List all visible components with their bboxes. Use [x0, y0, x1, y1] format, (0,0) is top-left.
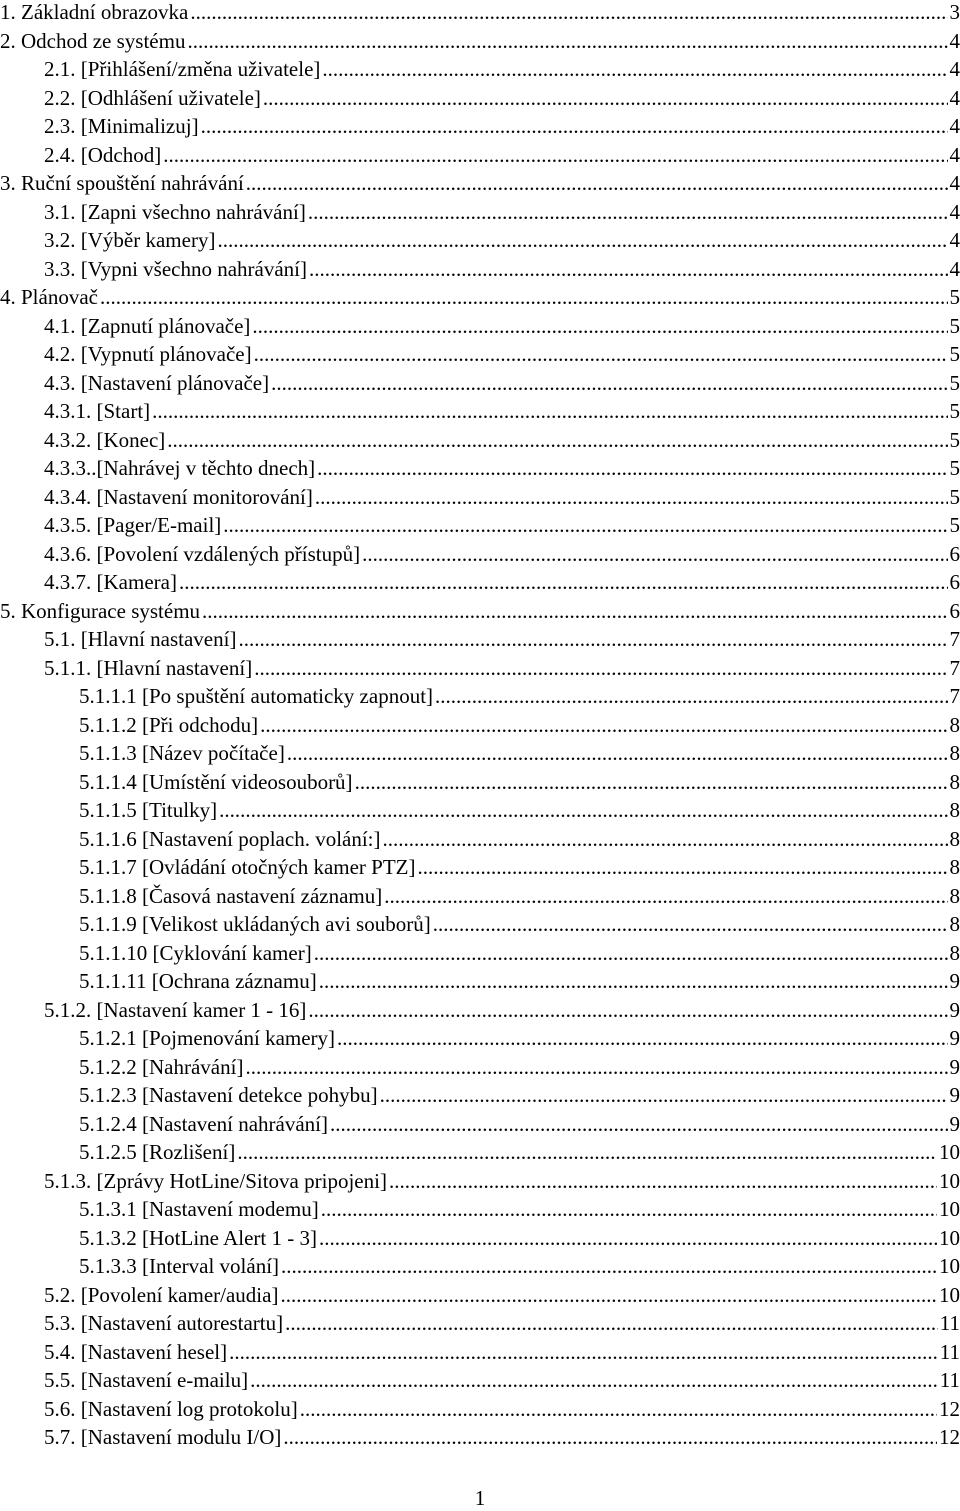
toc-entry-page: 6 [949, 598, 960, 623]
toc-entry-page: 3 [949, 0, 960, 24]
toc-entry[interactable] [0, 597, 960, 625]
toc-entry[interactable] [0, 625, 960, 653]
toc-entry[interactable] [0, 1395, 960, 1423]
toc-entry-title: 5.1.1.5 [Titulky] [79, 798, 218, 822]
toc-dot-leader [163, 141, 947, 169]
toc-entry-page: 7 [949, 627, 960, 651]
toc-entry[interactable] [0, 682, 960, 710]
toc-dot-leader [280, 1281, 937, 1309]
toc-entry-title: 5.1.1. [Hlavní nastavení] [44, 655, 253, 680]
toc-dot-leader [433, 910, 948, 938]
toc-entry-title: 4.3.4. [Nastavení monitorování] [44, 484, 313, 509]
toc-dot-leader [250, 1366, 938, 1394]
toc-dot-leader [252, 312, 947, 340]
toc-dot-leader [383, 825, 948, 853]
toc-entry[interactable] [0, 996, 960, 1024]
toc-entry-title: 4.3.6. [Povolení vzdálených přístupů] [44, 541, 361, 566]
toc-entry-page: 4 [949, 142, 960, 167]
toc-entry-title: 4.3.2. [Konec] [44, 427, 166, 452]
toc-entry-page: 11 [939, 1311, 960, 1335]
toc-entry-page: 10 [939, 1197, 960, 1221]
toc-entry[interactable] [0, 84, 960, 112]
toc-entry-page: 5 [949, 399, 960, 423]
toc-entry[interactable] [0, 1167, 960, 1195]
toc-entry-page: 5 [949, 484, 960, 509]
toc-dot-leader [322, 55, 947, 83]
toc-entry-title: 5.1.3.2 [HotLine Alert 1 - 3] [79, 1225, 317, 1250]
toc-entry[interactable] [0, 1224, 960, 1252]
toc-dot-leader [238, 625, 947, 653]
toc-entry-page: 9 [949, 969, 960, 993]
toc-entry-title: 4.3.5. [Pager/E-mail] [44, 513, 222, 537]
toc-entry-page: 5 [949, 456, 960, 480]
toc-entry-page: 5 [949, 285, 960, 309]
toc-dot-leader [321, 1195, 937, 1223]
toc-entry[interactable] [0, 1423, 960, 1451]
toc-dot-leader [237, 1138, 937, 1166]
toc-dot-leader [355, 768, 948, 796]
toc-entry-page: 8 [949, 883, 960, 908]
toc-entry-page: 6 [949, 570, 960, 594]
toc-entry-page: 9 [949, 1054, 960, 1079]
toc-entry-title: 5.1.2.3 [Nastavení detekce pohybu] [79, 1083, 378, 1107]
toc-entry-page: 4 [949, 28, 960, 53]
toc-entry-title: 4.3. [Nastavení plánovače] [44, 370, 270, 395]
toc-entry[interactable] [0, 369, 960, 397]
toc-entry-page: 8 [949, 912, 960, 936]
toc-entry-title: 5.1.1.2 [Při odchodu] [79, 712, 259, 737]
toc-dot-leader [245, 1053, 947, 1081]
toc-entry[interactable] [0, 853, 960, 881]
toc-entry-page: 8 [949, 940, 960, 965]
toc-entry-title: 5.1.3.1 [Nastavení modemu] [79, 1197, 319, 1221]
toc-entry[interactable] [0, 397, 960, 425]
toc-entry-page: 9 [949, 1026, 960, 1050]
toc-entry-title: 3. Ruční spouštění nahrávání [0, 171, 244, 195]
toc-entry[interactable] [0, 340, 960, 368]
toc-dot-leader [223, 511, 947, 539]
toc-entry-title: 5.5. [Nastavení e-mailu] [44, 1368, 249, 1392]
toc-entry-page: 7 [949, 655, 960, 680]
toc-entry[interactable] [0, 1366, 960, 1394]
toc-dot-leader [389, 1167, 937, 1195]
toc-dot-leader [319, 1224, 937, 1252]
toc-entry-title: 2.2. [Odhlášení uživatele] [44, 85, 261, 110]
toc-entry-page: 12 [939, 1425, 960, 1449]
toc-entry[interactable] [0, 0, 960, 26]
toc-entry[interactable] [0, 426, 960, 454]
toc-entry-title: 5.1.1.9 [Velikost ukládaných avi souborů] [79, 912, 431, 936]
toc-dot-leader [187, 27, 947, 55]
toc-entry[interactable] [0, 739, 960, 767]
toc-dot-leader [362, 540, 947, 568]
toc-dot-leader [283, 1423, 937, 1451]
toc-entry-title: 5.1.1.4 [Umístění videosouborů] [79, 769, 353, 794]
toc-entry[interactable] [0, 1281, 960, 1309]
toc-entry-page: 4 [949, 171, 960, 195]
toc-dot-leader [217, 226, 947, 254]
toc-entry[interactable] [0, 882, 960, 910]
toc-entry[interactable] [0, 540, 960, 568]
toc-entry-title: 5.1.1.3 [Název počítače] [79, 741, 285, 765]
toc-dot-leader [229, 1338, 938, 1366]
toc-entry[interactable] [0, 27, 960, 55]
toc-dot-leader [308, 996, 947, 1024]
toc-dot-leader [287, 739, 948, 767]
toc-entry-title: 5.6. [Nastavení log protokolu] [44, 1396, 298, 1421]
toc-entry-title: 5. Konfigurace systému [0, 598, 201, 623]
toc-entry-page: 6 [949, 541, 960, 566]
toc-entry-page: 9 [949, 1083, 960, 1107]
toc-entry-page: 8 [949, 855, 960, 879]
toc-dot-leader [308, 198, 948, 226]
toc-entry-page: 10 [939, 1282, 960, 1307]
toc-dot-leader [201, 112, 948, 140]
toc-entry-page: 4 [949, 57, 960, 81]
toc-entry-title: 4.3.1. [Start] [44, 399, 151, 423]
toc-entry-title: 5.1.2.4 [Nastavení nahrávání] [79, 1111, 328, 1136]
toc-entry[interactable] [0, 1338, 960, 1366]
toc-entry-title: 5.3. [Nastavení autorestartu] [44, 1311, 284, 1335]
toc-entry-page: 10 [939, 1140, 960, 1164]
toc-dot-leader [418, 853, 948, 881]
toc-entry[interactable] [0, 112, 960, 140]
toc-entry-page: 8 [949, 741, 960, 765]
toc-entry-title: 1. Základní obrazovka [0, 0, 189, 24]
toc-entry[interactable] [0, 1195, 960, 1223]
toc-entry-title: 2.3. [Minimalizuj] [44, 114, 199, 138]
toc-entry-title: 3.2. [Výběr kamery] [44, 228, 216, 252]
toc-entry-page: 8 [949, 826, 960, 851]
toc-entry-title: 4.2. [Vypnutí plánovače] [44, 342, 252, 366]
toc-dot-leader [337, 1024, 947, 1052]
toc-entry[interactable] [0, 1053, 960, 1081]
toc-dot-leader [281, 1252, 937, 1280]
toc-entry[interactable] [0, 283, 960, 311]
toc-dot-leader [260, 711, 947, 739]
toc-entry[interactable] [0, 1024, 960, 1052]
toc-entry-title: 5.1.3. [Zprávy HotLine/Sitova pripojeni] [44, 1168, 387, 1193]
toc-entry-page: 8 [949, 712, 960, 737]
page-number: 1 [474, 1486, 486, 1510]
toc-entry-page: 4 [949, 256, 960, 281]
toc-entry[interactable] [0, 1138, 960, 1166]
toc-entry-title: 5.1.1.7 [Ovládání otočných kamer PTZ] [79, 855, 416, 879]
toc-dot-leader [179, 568, 948, 596]
toc-entry-title: 4.3.7. [Kamera] [44, 570, 177, 594]
toc-dot-leader [271, 369, 947, 397]
toc-entry[interactable] [0, 511, 960, 539]
toc-entry[interactable] [0, 1252, 960, 1280]
toc-dot-leader [317, 454, 947, 482]
toc-entry[interactable] [0, 312, 960, 340]
toc-entry[interactable] [0, 454, 960, 482]
toc-dot-leader [190, 0, 947, 26]
toc-dot-leader [263, 84, 948, 112]
toc-dot-leader [315, 483, 948, 511]
toc-entry-title: 2.1. [Přihlášení/změna uživatele] [44, 57, 321, 81]
toc-entry-title: 5.1.3.3 [Interval volání] [79, 1254, 280, 1278]
toc-dot-leader [330, 1110, 948, 1138]
toc-dot-leader [152, 397, 947, 425]
toc-entry-title: 5.2. [Povolení kamer/audia] [44, 1282, 279, 1307]
toc-entry-title: 2. Odchod ze systému [0, 28, 186, 53]
toc-entry[interactable] [0, 1110, 960, 1138]
toc-entry[interactable] [0, 796, 960, 824]
toc-entry[interactable] [0, 768, 960, 796]
toc-entry-page: 11 [939, 1339, 960, 1364]
toc-entry-page: 12 [939, 1396, 960, 1421]
toc-entry-title: 5.1.1.6 [Nastavení poplach. volání:] [79, 826, 381, 851]
toc-dot-leader [254, 340, 948, 368]
toc-entry[interactable] [0, 825, 960, 853]
toc-entry-title: 4.3.3..[Nahrávej v těchto dnech] [44, 456, 316, 480]
toc-entry-page: 10 [939, 1225, 960, 1250]
toc-entry-page: 4 [949, 114, 960, 138]
toc-entry[interactable] [0, 483, 960, 511]
toc-entry-title: 5.1. [Hlavní nastavení] [44, 627, 237, 651]
toc-entry-page: 10 [939, 1168, 960, 1193]
toc-entry[interactable] [0, 967, 960, 995]
toc-dot-leader [246, 169, 948, 197]
toc-entry[interactable] [0, 141, 960, 169]
toc-entry-page: 5 [949, 313, 960, 338]
toc-entry-page: 5 [949, 513, 960, 537]
toc-entry-title: 5.4. [Nastavení hesel] [44, 1339, 228, 1364]
toc-entry-title: 4. Plánovač [0, 285, 98, 309]
toc-entry-page: 9 [949, 1111, 960, 1136]
toc-entry[interactable] [0, 55, 960, 83]
toc-entry-page: 11 [939, 1368, 960, 1392]
toc-entry-page: 7 [949, 684, 960, 708]
toc-entry-title: 5.1.2.1 [Pojmenování kamery] [79, 1026, 336, 1050]
toc-dot-leader [319, 967, 948, 995]
toc-dot-leader [384, 882, 947, 910]
toc-dot-leader [219, 796, 947, 824]
toc-dot-leader [380, 1081, 948, 1109]
toc-entry[interactable] [0, 568, 960, 596]
toc-entry[interactable] [0, 226, 960, 254]
toc-entry-title: 5.1.1.1 [Po spuštění automaticky zapnout] [79, 684, 434, 708]
toc-entry[interactable] [0, 1081, 960, 1109]
toc-entry-title: 5.1.2.2 [Nahrávání] [79, 1054, 244, 1079]
toc-entry-title: 5.7. [Nastavení modulu I/O] [44, 1425, 282, 1449]
toc-entry[interactable] [0, 939, 960, 967]
toc-entry-page: 9 [949, 997, 960, 1022]
toc-dot-leader [100, 283, 948, 311]
toc-entry-title: 5.1.1.8 [Časová nastavení záznamu] [79, 883, 383, 908]
toc-dot-leader [300, 1395, 937, 1423]
toc-entry[interactable] [0, 255, 960, 283]
toc-entry-title: 5.1.2. [Nastavení kamer 1 - 16] [44, 997, 307, 1022]
toc-dot-leader [254, 654, 947, 682]
toc-dot-leader [202, 597, 947, 625]
toc-entry-title: 5.1.1.11 [Ochrana záznamu] [79, 969, 317, 993]
toc-entry-page: 5 [949, 370, 960, 395]
toc-entry-page: 8 [949, 798, 960, 822]
toc-dot-leader [285, 1309, 938, 1337]
toc-dot-leader [167, 426, 947, 454]
toc-entry[interactable] [0, 910, 960, 938]
toc-entry-title: 5.1.2.5 [Rozlišení] [79, 1140, 236, 1164]
toc-entry-page: 8 [949, 769, 960, 794]
toc-entry-page: 4 [949, 199, 960, 224]
toc-entry-page: 4 [949, 228, 960, 252]
toc-entry[interactable] [0, 198, 960, 226]
toc-entry-title: 3.3. [Vypni všechno nahrávání] [44, 256, 308, 281]
toc-entry-page: 10 [939, 1254, 960, 1278]
toc-entry[interactable] [0, 169, 960, 197]
toc-entry-title: 4.1. [Zapnutí plánovače] [44, 313, 251, 338]
toc-entry-page: 5 [949, 342, 960, 366]
toc-dot-leader [309, 255, 947, 283]
toc-entry-title: 3.1. [Zapni všechno nahrávání] [44, 199, 306, 224]
toc-entry[interactable] [0, 1309, 960, 1337]
toc-entry-title: 5.1.1.10 [Cyklování kamer] [79, 940, 312, 965]
toc-entry[interactable] [0, 711, 960, 739]
toc-entry-title: 2.4. [Odchod] [44, 142, 162, 167]
toc-entry-page: 5 [949, 427, 960, 452]
toc-dot-leader [314, 939, 948, 967]
toc-dot-leader [435, 682, 947, 710]
toc-entry[interactable] [0, 654, 960, 682]
toc-entry-page: 4 [949, 85, 960, 110]
